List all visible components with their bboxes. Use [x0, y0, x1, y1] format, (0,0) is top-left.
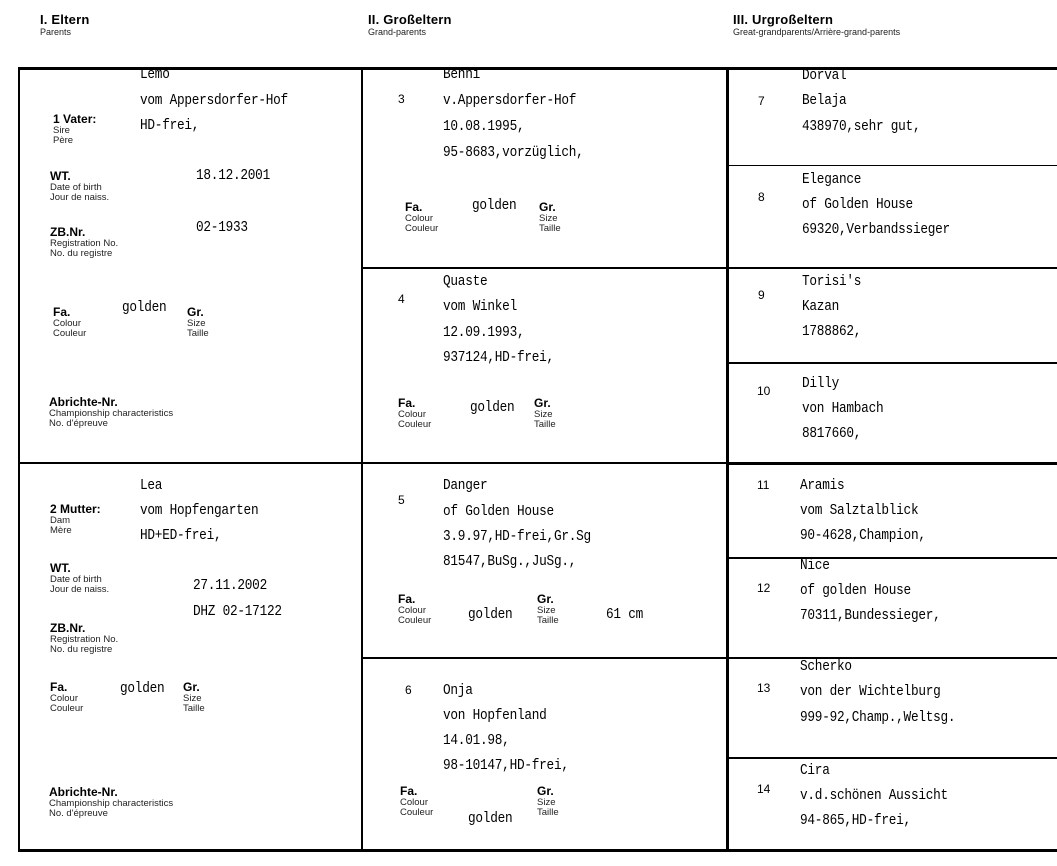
row-divider [362, 267, 728, 269]
size-label: Gr. Size Taille [534, 396, 556, 430]
ancestor-line: 69320,Verbandssieger [802, 221, 950, 238]
ancestor-number: 14 [757, 782, 771, 796]
header-subtitle: Parents [40, 27, 72, 37]
ancestor-number: 12 [757, 581, 771, 595]
ancestor-line: 94-865,HD-frei, [800, 812, 911, 829]
ancestor-line: 8817660, [802, 425, 862, 442]
ancestor-number: 9 [758, 288, 765, 302]
name-line: Lemo [140, 66, 170, 83]
colour-label: Fa. Colour Couleur [50, 680, 84, 714]
ancestor-number: 11 [757, 478, 770, 492]
size-label: Gr. Size Taille [187, 305, 209, 339]
name-line: vom Hopfengarten [140, 502, 259, 519]
size-value: 61 cm [606, 606, 643, 623]
ancestor-line: 937124,HD-frei, [443, 349, 554, 366]
ancestor-line: 10.08.1995, [443, 118, 525, 135]
ancestor-line: 12.09.1993, [443, 324, 525, 341]
pedigree-frame [18, 67, 1057, 852]
colour-value: golden [468, 606, 513, 623]
reg-label: ZB.Nr. Registration No. No. du registre [50, 225, 119, 259]
ancestor-number: 13 [757, 681, 771, 695]
ancestor-number: 7 [758, 94, 765, 108]
row-divider [362, 657, 728, 659]
size-label: Gr. Size Taille [537, 592, 559, 626]
ancestor-number: 3 [398, 92, 405, 106]
row-divider [728, 462, 1057, 465]
header-parents [40, 12, 89, 37]
name-line: vom Appersdorfer-Hof [140, 92, 288, 109]
colour-label: Fa. Colour Couleur [398, 592, 432, 626]
reg-value: 02-1933 [196, 219, 248, 236]
ancestor-line: von der Wichtelburg [800, 683, 941, 700]
dob-value: 27.11.2002 [193, 577, 267, 594]
header-subtitle: Grand-parents [368, 27, 427, 37]
ancestor-line: v.Appersdorfer-Hof [443, 92, 577, 109]
colour-value: golden [468, 810, 513, 827]
header-great-grandparents [733, 12, 900, 37]
row-divider [728, 557, 1057, 559]
ancestor-line: Onja [443, 682, 473, 699]
ancestor-line: of golden House [800, 582, 911, 599]
row-divider [728, 165, 1057, 166]
ancestor-line: Elegance [802, 171, 862, 188]
ancestor-line: Scherko [800, 658, 852, 675]
role-label: 1 Vater: Sire Père [53, 112, 97, 146]
row-divider [728, 362, 1057, 364]
ancestor-line: Kazan [802, 298, 839, 315]
ancestor-line: Belaja [802, 92, 847, 109]
header-grandparents [368, 12, 452, 37]
ancestor-line: of Golden House [802, 196, 913, 213]
dob-value: 18.12.2001 [196, 167, 270, 184]
header-subtitle: Great-grandparents/Arrière-grand-parents [733, 27, 901, 37]
ancestor-line: 81547,BuSg.,JuSg., [443, 553, 577, 570]
ancestor-line: v.d.schönen Aussicht [800, 787, 948, 804]
row-divider [728, 757, 1057, 759]
ancestor-line: 1788862, [802, 323, 862, 340]
colour-label: Fa. Colour Couleur [53, 305, 87, 339]
ancestor-line: of Golden House [443, 503, 554, 520]
ancestor-line: 14.01.98, [443, 732, 510, 749]
champ-label: Abrichte-Nr. Championship characteristics No. d'épreuve [49, 395, 174, 429]
ancestor-line: 70311,Bundessieger, [800, 607, 941, 624]
size-label: Gr. Size Taille [539, 200, 561, 234]
name-line: HD-frei, [140, 117, 200, 134]
colour-value: golden [470, 399, 515, 416]
column-divider [361, 68, 363, 851]
row-divider [18, 462, 728, 464]
ancestor-line: Nice [800, 557, 830, 574]
colour-value: golden [122, 299, 167, 316]
ancestor-number: 4 [398, 292, 405, 306]
dob-label: WT. Date of birth Jour de naiss. [50, 169, 110, 203]
colour-label: Fa. Colour Couleur [400, 784, 434, 818]
size-label: Gr. Size Taille [183, 680, 205, 714]
header-title: I. Eltern [40, 12, 90, 27]
header-title: III. Urgroßeltern [733, 12, 834, 27]
ancestor-line: Dilly [802, 375, 839, 392]
reg-value: DHZ 02-17122 [193, 603, 282, 620]
size-label: Gr. Size Taille [537, 784, 559, 818]
ancestor-line: Quaste [443, 273, 488, 290]
colour-label: Fa. Colour Couleur [405, 200, 439, 234]
ancestor-line: vom Salztalblick [800, 502, 919, 519]
ancestor-line: Benni [443, 66, 480, 83]
ancestor-line: 3.9.97,HD-frei,Gr.Sg [443, 528, 591, 545]
ancestor-number: 6 [405, 683, 412, 697]
row-divider [728, 657, 1057, 659]
dob-label: WT. Date of birth Jour de naiss. [50, 561, 110, 595]
ancestor-line: 98-10147,HD-frei, [443, 757, 569, 774]
ancestor-line: Danger [443, 477, 488, 494]
ancestor-line: von Hopfenland [443, 707, 547, 724]
ancestor-line: 90-4628,Champion, [800, 527, 926, 544]
name-line: HD+ED-frei, [140, 527, 222, 544]
ancestor-line: Torisi's [802, 273, 862, 290]
name-line: Lea [140, 477, 163, 494]
row-divider [728, 267, 1057, 269]
ancestor-number: 10 [757, 384, 771, 398]
champ-label: Abrichte-Nr. Championship characteristics No. d'épreuve [49, 785, 174, 819]
ancestor-number: 5 [398, 493, 405, 507]
ancestor-line: vom Winkel [443, 298, 517, 315]
column-divider [726, 68, 729, 851]
ancestor-line: 95-8683,vorzüglich, [443, 144, 584, 161]
ancestor-line: 999-92,Champ.,Weltsg. [800, 709, 956, 726]
header-title: II. Großeltern [368, 12, 452, 27]
ancestor-line: von Hambach [802, 400, 884, 417]
ancestor-line: 438970,sehr gut, [802, 118, 921, 135]
colour-value: golden [120, 680, 165, 697]
ancestor-line: Cira [800, 762, 830, 779]
reg-label: ZB.Nr. Registration No. No. du registre [50, 621, 119, 655]
colour-value: golden [472, 197, 517, 214]
ancestor-number: 8 [758, 190, 765, 204]
ancestor-line: Dorval [802, 67, 847, 84]
ancestor-line: Aramis [800, 477, 845, 494]
colour-label: Fa. Colour Couleur [398, 396, 432, 430]
role-label: 2 Mutter: Dam Mère [50, 502, 101, 536]
